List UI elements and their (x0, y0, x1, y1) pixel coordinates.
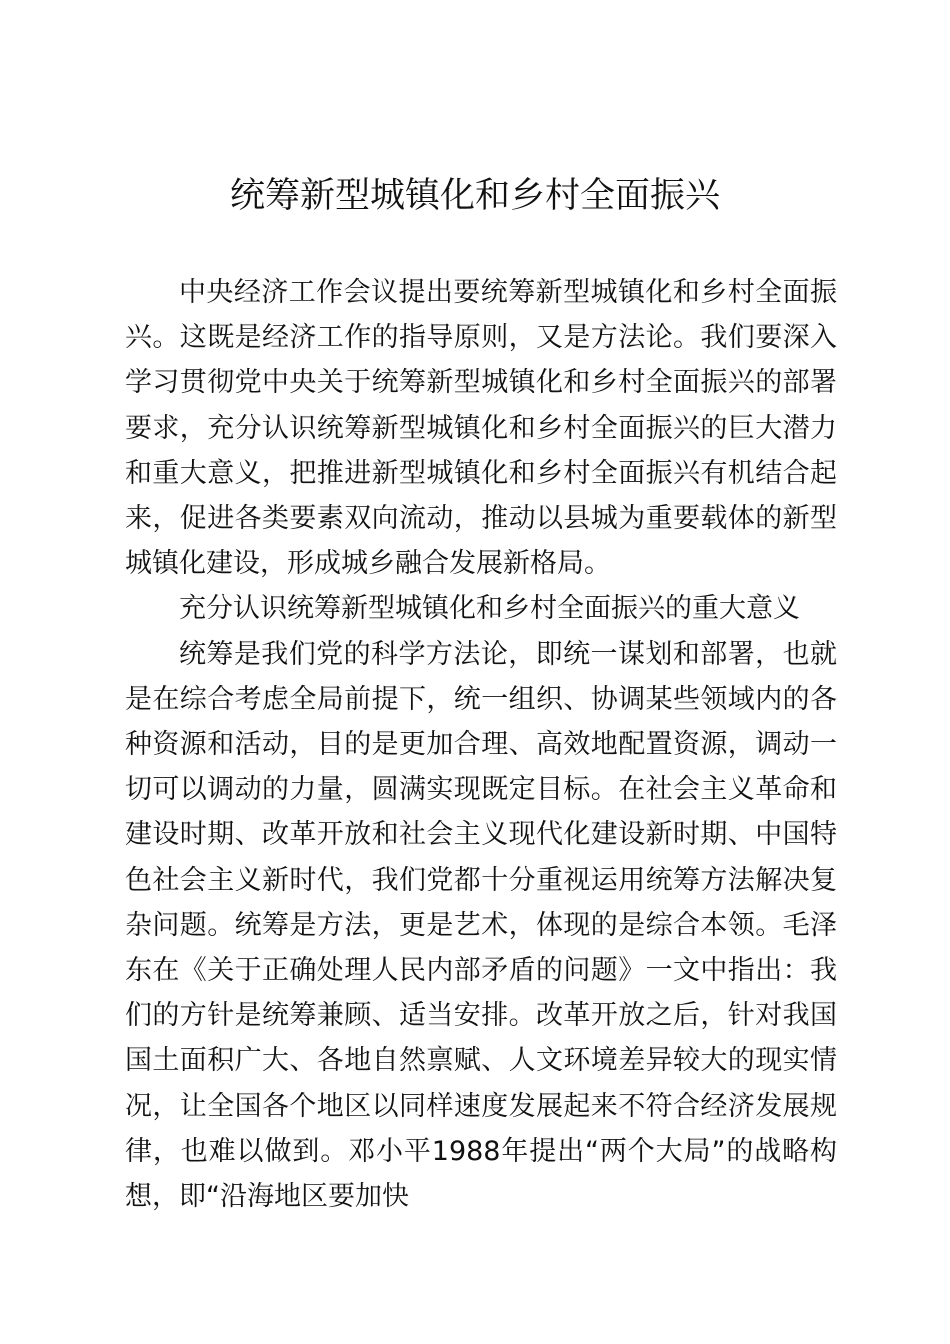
document-title: 统筹新型城镇化和乡村全面振兴 (229, 176, 720, 216)
section-heading: 充分认识统筹新型城镇化和乡村全面振兴的重大意义 (179, 593, 800, 625)
paragraph-body: 统筹是我们党的科学方法论，即统一谋划和部署，也就是在综合考虑全局前提下，统一组织、协调某些领域内的各种资源和活动，目的是更加合理、高效地配置资源，调动一切可以调动的力量，圆满实现既定目标。在社会主义革命和建设时期、改革开放和社会主义现代化建设新时期、中国特色社会主义新时代，我们党都十分重视运用统筹方法解决复杂问题。统筹是方法，更是艺术，体现的是综合本领。毛泽东在《关于正确处理人民内部矛盾的问题》一文中指出：我们的方针是统筹兼顾、适当安排。改革开放之后，针对我国国土面积广大、各地自然禀赋、人文环境差异较大的现实情况，让全国各个地区以同样速度发展起来不符合经济发展规律，也难以做到。邓小平1988年提出“两个大局”的战略构想，即“沿海地区要加快 (125, 638, 837, 1213)
document-body (125, 270, 837, 1219)
paragraph-intro: 中央经济工作会议提出要统筹新型城镇化和乡村全面振兴。这既是经济工作的指导原则，又是方法论。我们要深入学习贯彻党中央关于统筹新型城镇化和乡村全面振兴的部署要求，充分认识统筹新型城镇化和乡村全面振兴的巨大潜力和重大意义，把推进新型城镇化和乡村全面振兴有机结合起来，促进各类要素双向流动，推动以县城为重要载体的新型城镇化建设，形成城乡融合发展新格局。 (125, 277, 837, 580)
